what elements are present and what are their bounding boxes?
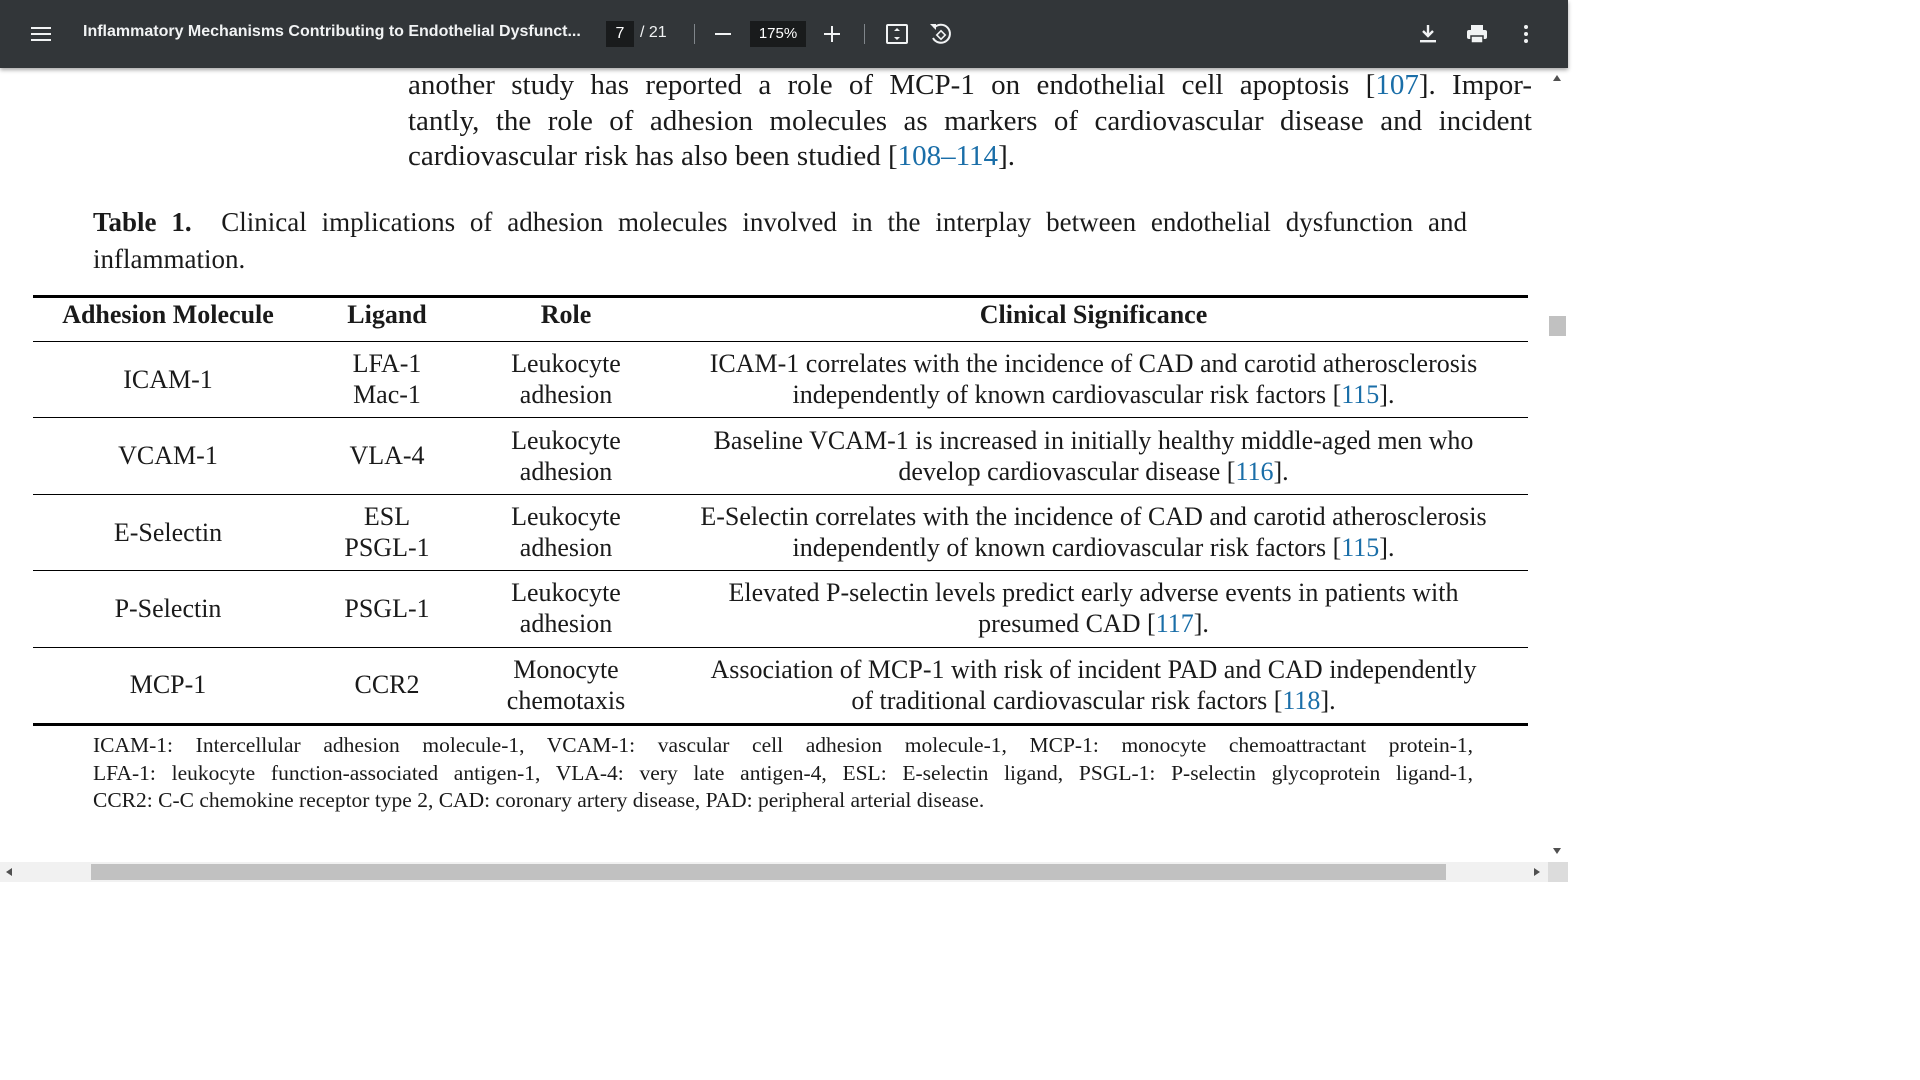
cell-significance: Elevated P-selectin levels predict early adverse events in patients with presumed CAD [117]. [728,578,1459,638]
table-footnote: ICAM-1: Intercellular adhesion molecule-1, VCAM-1: vascular cell adhesion molecule-1, MCP-1: monocyte chemoattractant protein-1, LFA-1: leukocyte function-associated antigen-1, VLA-4: very late antigen-4, ESL: E-selectin ligand, PSGL-1: P-selectin glycoprotein ligand-1, CCR2: C-C chemokine receptor type 2, CAD: coronary artery disease, PAD: peripheral arterial disease. [93,733,1473,812]
cell-role: Leukocyte adhesion [511,502,621,562]
cell-molecule: E-Selectin [113,518,223,547]
page-number-input[interactable]: 7 [606,21,634,47]
scrollbar-corner [1548,862,1568,882]
table-row-divider [33,647,1528,648]
cell-ligand: PSGL-1 [344,594,430,623]
rotate-icon[interactable] [924,18,956,50]
pdf-page [0,68,1548,862]
table-caption: Table 1. Clinical implications of adhesion molecules involved in the interplay between endothelial dysfunction and inflammation. [93,207,1467,274]
scroll-down-arrow-icon[interactable] [1553,848,1561,854]
table-header-ligand: Ligand [347,300,427,329]
cell-molecule: VCAM-1 [118,441,218,470]
table-header-significance: Clinical Significance [979,300,1208,329]
cell-role: Leukocyte adhesion [511,426,621,486]
cell-ligand: LFA-1 Mac-1 [352,349,422,409]
paragraph-line: cardiovascular risk has also been studied [108–114]. [408,140,1015,172]
table-row-divider [33,417,1528,418]
download-icon[interactable] [1412,18,1444,50]
table-header-rule [33,341,1528,342]
cell-ligand: CCR2 [354,670,420,699]
cell-significance: Association of MCP-1 with risk of incident PAD and CAD independently of traditional cardiovascular risk factors [118]. [710,655,1477,715]
page-total: / 21 [640,24,667,41]
scroll-right-arrow-icon[interactable] [1534,868,1540,876]
zoom-level-input[interactable]: 175% [750,21,806,47]
table-row-divider [33,570,1528,571]
citation-link[interactable]: 115 [1341,533,1380,562]
citation-link[interactable]: 117 [1155,609,1194,638]
cell-molecule: MCP-1 [129,670,207,699]
citation-link[interactable]: 115 [1341,380,1380,409]
citation-link[interactable]: 116 [1235,457,1274,486]
paragraph-line: another study has reported a role of MCP-1 on endothelial cell apoptosis [107]. Impor- [408,69,1532,101]
citation-link[interactable]: 108–114 [897,140,999,172]
cell-molecule: ICAM-1 [123,365,213,394]
table-header-molecule: Adhesion Molecule [62,300,274,329]
document-title: Inflammatory Mechanisms Contributing to Endothelial Dysfunct... [83,23,581,40]
toolbar-divider [864,24,865,44]
table-header-role: Role [540,300,592,329]
paragraph-line: tantly, the role of adhesion molecules as markers of cardiovascular disease and incident [408,104,1532,137]
citation-link[interactable]: 118 [1282,686,1321,715]
zoom-out-icon[interactable] [707,18,739,50]
menu-icon[interactable] [28,22,54,46]
scroll-up-arrow-icon[interactable] [1553,75,1561,81]
table-bottom-rule [33,723,1528,726]
cell-ligand: VLA-4 [349,441,425,470]
vertical-scroll-thumb[interactable] [1549,316,1566,336]
scroll-left-arrow-icon[interactable] [6,868,12,876]
cell-role: Leukocyte adhesion [511,578,621,638]
cell-significance: ICAM-1 correlates with the incidence of CAD and carotid atherosclerosis independently of known cardiovascular risk factors [115]. [709,349,1478,409]
citation-link[interactable]: 107 [1375,69,1419,101]
horizontal-scroll-thumb[interactable] [91,864,1446,880]
cell-role: Monocyte chemotaxis [506,655,626,715]
more-options-icon[interactable] [1510,18,1542,50]
cell-significance: E-Selectin correlates with the incidence of CAD and carotid atherosclerosis independently of known cardiovascular risk factors [115]. [700,502,1487,562]
cell-molecule: P-Selectin [114,594,222,623]
pdf-toolbar [0,0,1568,68]
vertical-scrollbar[interactable] [1548,68,1568,862]
fit-page-icon[interactable] [881,18,913,50]
cell-role: Leukocyte adhesion [511,349,621,409]
table-top-rule [33,295,1528,298]
body-paragraph [408,68,1532,175]
print-icon[interactable] [1461,18,1493,50]
zoom-in-icon[interactable] [816,18,848,50]
cell-ligand: ESL PSGL-1 [344,502,430,562]
table-row-divider [33,494,1528,495]
toolbar-divider [694,24,695,44]
table-label: Table 1. [93,207,192,237]
cell-significance: Baseline VCAM-1 is increased in initially healthy middle-aged men who develop cardiovascular disease [116]. [713,426,1474,486]
